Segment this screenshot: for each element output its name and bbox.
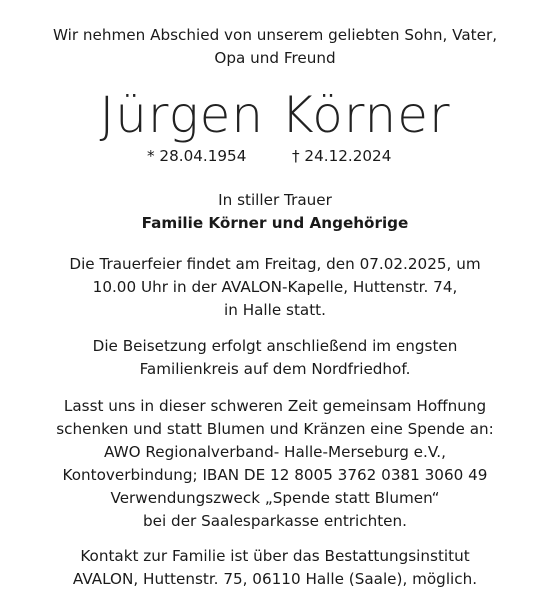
donation-line-5: Verwendungszweck „Spende statt Blumen“: [110, 489, 440, 507]
intro-line-2: Opa und Freund: [214, 49, 336, 67]
donation-line-1: Lasst uns in dieser schweren Zeit gemeinsam Hoffnung: [63, 397, 487, 415]
funeral-line-1: Die Trauerfeier findet am Freitag, den 07.02.2025, um: [69, 255, 481, 273]
birth-date: * 28.04.1954: [147, 147, 247, 165]
contact-line-2: AVALON, Huttenstr. 75, 06110 Halle (Saale), möglich.: [72, 570, 478, 588]
deceased-name: Jürgen Körner: [99, 86, 451, 144]
mourners-family: Familie Körner und Angehörige: [141, 214, 409, 232]
burial-line-2: Familienkreis auf dem Nordfriedhof.: [139, 360, 411, 378]
burial-line-1: Die Beisetzung erfolgt anschließend im engsten: [92, 337, 458, 355]
contact-line-1: Kontakt zur Familie ist über das Bestattungsinstitut: [80, 547, 470, 565]
donation-line-2: schenken und statt Blumen und Kränzen eine Spende an:: [56, 420, 494, 438]
donation-line-6: bei der Saalesparkasse entrichten.: [143, 512, 407, 530]
donation-line-3: AWO Regionalverband- Halle-Merseburg e.V.,: [104, 443, 446, 461]
death-date: † 24.12.2024: [292, 147, 392, 165]
life-dates: [0, 144, 550, 168]
intro-line-1: Wir nehmen Abschied von unserem geliebten Sohn, Vater,: [52, 26, 498, 44]
funeral-line-2: 10.00 Uhr in der AVALON-Kapelle, Huttenstr. 74,: [92, 278, 458, 296]
funeral-line-3: in Halle statt.: [224, 301, 326, 319]
donation-line-4: Kontoverbindung; IBAN DE 12 8005 3762 0381 3060 49: [62, 466, 488, 484]
mourners-line-1: In stiller Trauer: [218, 191, 332, 209]
